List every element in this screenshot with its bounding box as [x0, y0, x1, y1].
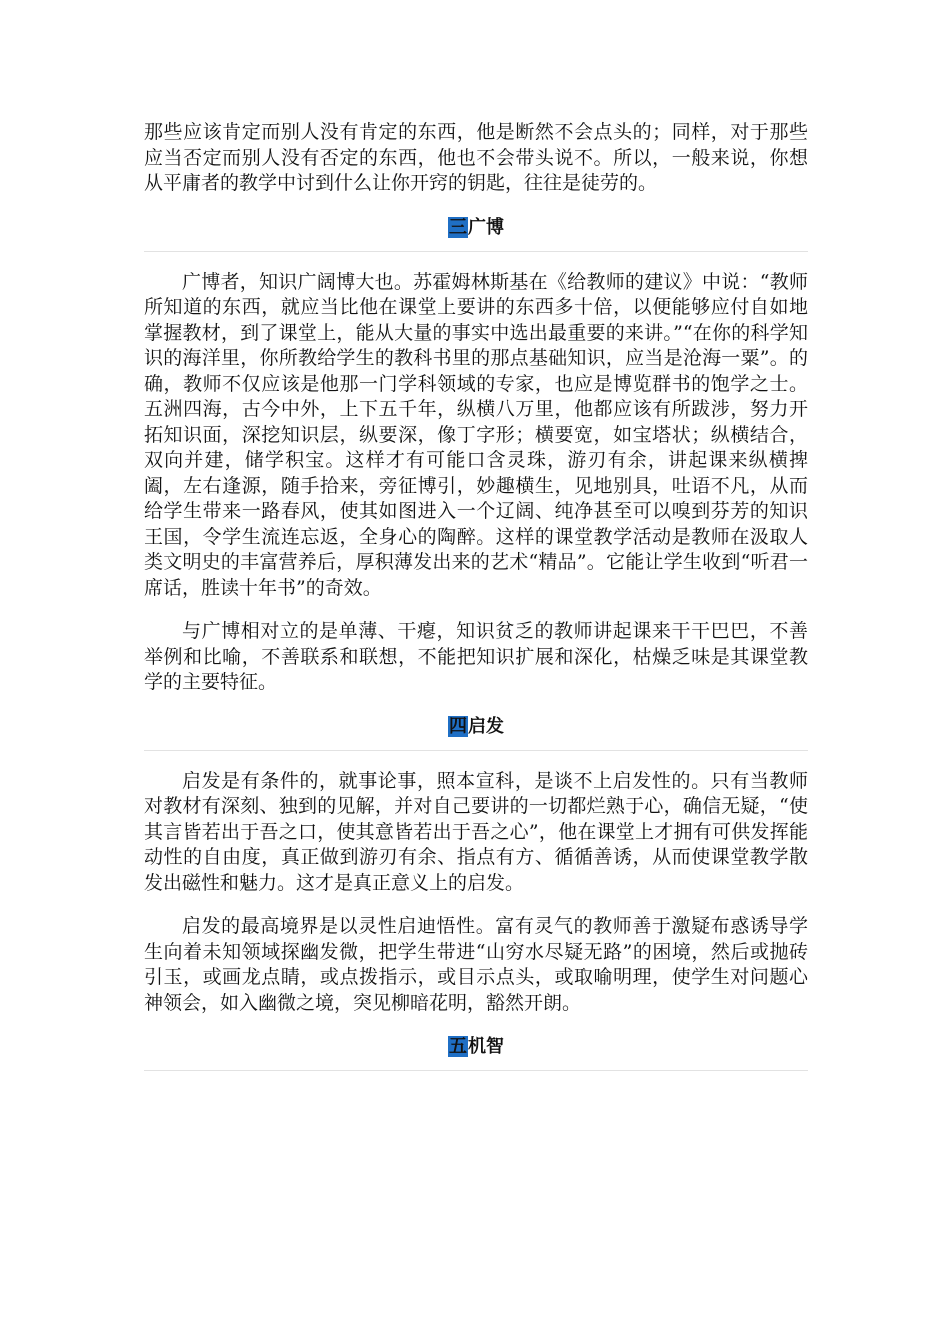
document-page: [144, 120, 808, 1089]
section-number: 四: [449, 715, 467, 737]
section-title: 广博: [468, 216, 504, 238]
section-heading: [144, 714, 808, 740]
section-title: 机智: [468, 1036, 504, 1057]
section-number: 三: [449, 216, 467, 238]
body-paragraph: 启发的最高境界是以灵性启迪悟性。富有灵气的教师善于激疑布惑诱导学生向着未知领域探幽发微，把学生带进“山穷水尽疑无路”的困境，然后或抛砖引玉，或画龙点睛，或点拨指示，或目示点头，或取喻明理，使学生对问题心神领会，如入幽微之境，突见柳暗花明，豁然开朗。: [144, 915, 808, 1014]
section-number: 五: [449, 1036, 467, 1057]
section-heading: [144, 215, 808, 241]
body-paragraph: 与广博相对立的是单薄、干瘪，知识贫乏的教师讲起课来干干巴巴，不善举例和比喻，不善联系和联想，不能把知识扩展和深化，枯燥乏味是其课堂教学的主要特征。: [144, 620, 808, 693]
body-paragraph: 启发是有条件的，就事论事，照本宣科，是谈不上启发性的。只有当教师对教材有深刻、独到的见解，并对自己要讲的一切都烂熟于心，确信无疑，“使其言皆若出于吾之口，使其意皆若出于吾之心”，他在课堂上才拥有可供发挥能动性的自由度，真正做到游刃有余、指点有方、循循善诱，从而使课堂教学散发出磁性和魅力。这才是真正意义上的启发。: [144, 769, 808, 894]
section-qifa: [144, 714, 808, 1017]
section-jizhi: [144, 1034, 808, 1071]
section-title: 启发: [468, 715, 504, 737]
section-divider: [144, 1070, 808, 1071]
section-divider: [144, 251, 808, 252]
intro-paragraph: 那些应该肯定而别人没有肯定的东西，他是断然不会点头的；同样，对于那些应当否定而别人没有否定的东西，他也不会带头说不。所以，一般来说，你想从平庸者的教学中讨到什么让你开窍的钥匙，往往是徒劳的。: [144, 121, 808, 194]
section-heading: [144, 1034, 808, 1060]
section-divider: [144, 750, 808, 751]
section-guangbo: [144, 215, 808, 696]
body-paragraph: 广博者，知识广阔博大也。苏霍姆林斯基在《给教师的建议》中说：“教师所知道的东西，就应当比他在课堂上要讲的东西多十倍，以便能够应付自如地掌握教材，到了课堂上，能从大量的事实中选出最重要的来讲。”“在你的科学知识的海洋里，你所教给学生的教科书里的那点基础知识，应当是沧海一粟”。的确，教师不仅应该是他那一门学科领域的专家，也应是博览群书的饱学之士。五洲四海，古今中外，上下五千年，纵横八万里，他都应该有所跋涉，努力开拓知识面，深挖知识层，纵要深，像丁字形；横要宽，如宝塔状；纵横结合，双向并建，储学积宝。这样才有可能口含灵珠，游刃有余，讲起课来纵横捭阖，左右逢源，随手拾来，旁征博引，妙趣横生，见地别具，吐语不凡，从而给学生带来一路春风，使其如图进入一个辽阔、纯净甚至可以嗅到芬芳的知识王国，令学生流连忘返，全身心的陶醉。这样的课堂教学活动是教师在汲取人类文明史的丰富营养后，厚积薄发出来的艺术“精品”。它能让学生收到“听君一席话，胜读十年书”的奇效。: [144, 270, 808, 599]
